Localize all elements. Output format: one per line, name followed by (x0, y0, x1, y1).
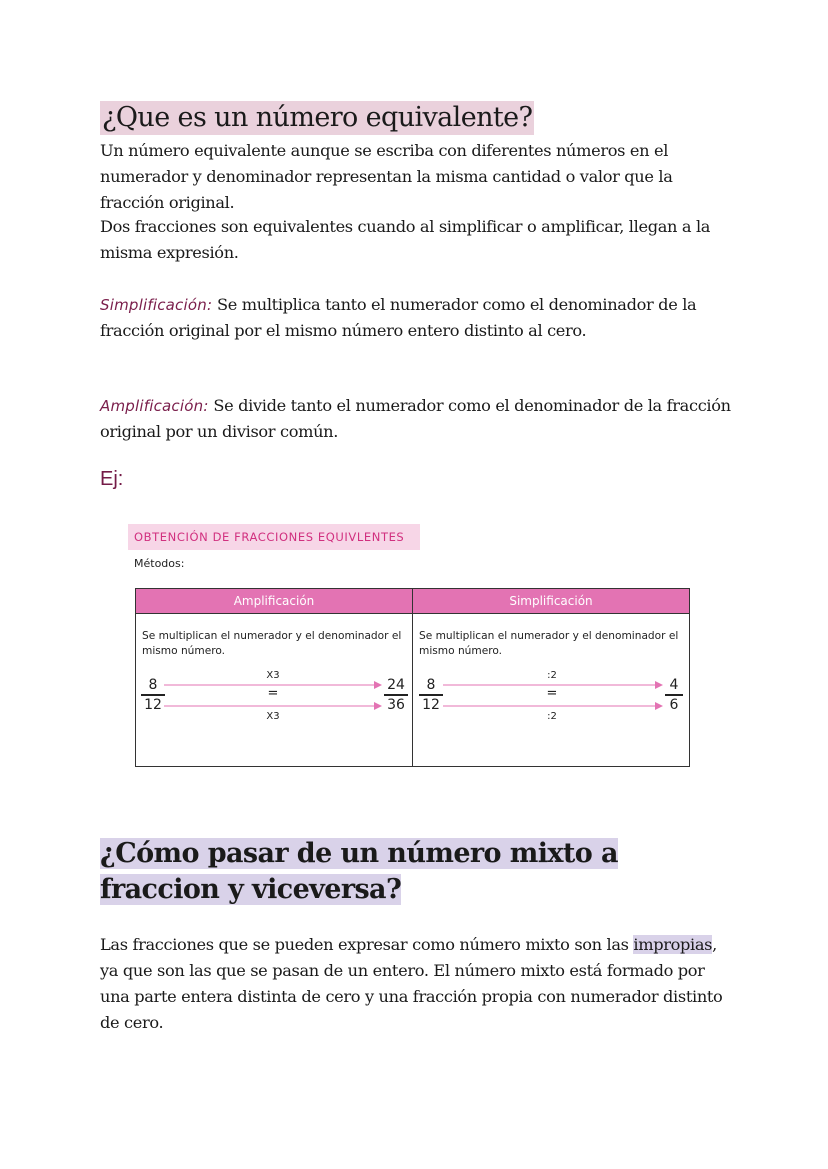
paragraph-definition: Un número equivalente aunque se escriba con diferentes números en el numerador y denominador representan la misma cantidad o valor que la fracción original. (100, 141, 673, 212)
paragraph-amplificacion (100, 393, 740, 445)
figure-title: OBTENCIÓN DE FRACCIONES EQUIVLENTES (128, 524, 420, 550)
operation-bottom: :2 (547, 711, 557, 722)
amplificacion-label: Amplificación: (100, 397, 209, 415)
simplificacion-label: Simplificación: (100, 296, 213, 314)
heading-equivalent-number: ¿Que es un número equivalente? (102, 102, 533, 133)
arrow-bottom (443, 701, 663, 711)
fraction-original (419, 677, 443, 713)
column-header-amplificacion: Amplificación (136, 589, 412, 614)
equals-sign: = (546, 686, 558, 701)
arrow-bottom (164, 701, 382, 711)
heading-mixed-number-text: ¿Cómo pasar de un número mixto a fraccion y viceversa? (100, 838, 618, 905)
column-simplificacion (413, 589, 689, 766)
column-description: Se multiplican el numerador y el denominador el mismo número. (419, 630, 679, 657)
denominator: 6 (669, 696, 679, 713)
methods-table (135, 588, 690, 767)
operation-top: :2 (547, 670, 557, 681)
fraction-bar (665, 694, 683, 696)
fraction-result (384, 677, 408, 713)
fraction-original (141, 677, 165, 713)
example-label: Ej: (100, 468, 124, 490)
numerator: 24 (387, 677, 405, 693)
heading-mixed-number (100, 836, 620, 908)
denominator: 12 (422, 696, 440, 713)
column-description: Se multiplican el numerador y el denominador el mismo número. (142, 630, 402, 657)
equals-sign: = (267, 686, 279, 701)
simplificacion-text: Se multiplica tanto el numerador como el denominador de la fracción original por el mismo número entero distinto al cero. (100, 295, 697, 340)
denominator: 12 (144, 696, 162, 713)
paragraph-text-after: , ya que son las que se pasan de un entero. El número mixto está formado por una parte entera distinta de cero y una fracción propia con numerador distinto de cero. (100, 935, 723, 1032)
numerator: 8 (148, 677, 158, 693)
numerator: 4 (669, 677, 679, 693)
amplificacion-text: Se divide tanto el numerador como el denominador de la fracción original por un divisor común. (100, 396, 731, 441)
column-header-simplificacion: Simplificación (413, 589, 689, 614)
fraction-result (665, 677, 683, 713)
fraction-bar (419, 694, 443, 696)
operation-top: X3 (266, 670, 280, 681)
paragraph-text-before: Las fracciones que se pueden expresar como número mixto son las (100, 935, 634, 954)
fraction-bar (384, 694, 408, 696)
fraction-bar (141, 694, 165, 696)
denominator: 36 (387, 696, 405, 713)
figure-subtitle: Métodos: (134, 557, 185, 570)
paragraph-equivalence: Dos fracciones son equivalentes cuando al simplificar o amplificar, llegan a la misma expresión. (100, 217, 711, 262)
paragraph-simplificacion (100, 292, 740, 344)
paragraph-mixed-number (100, 932, 730, 1036)
highlight-impropias: impropias (633, 935, 713, 954)
numerator: 8 (426, 677, 436, 693)
operation-bottom: X3 (266, 711, 280, 722)
column-amplificacion (136, 589, 413, 766)
